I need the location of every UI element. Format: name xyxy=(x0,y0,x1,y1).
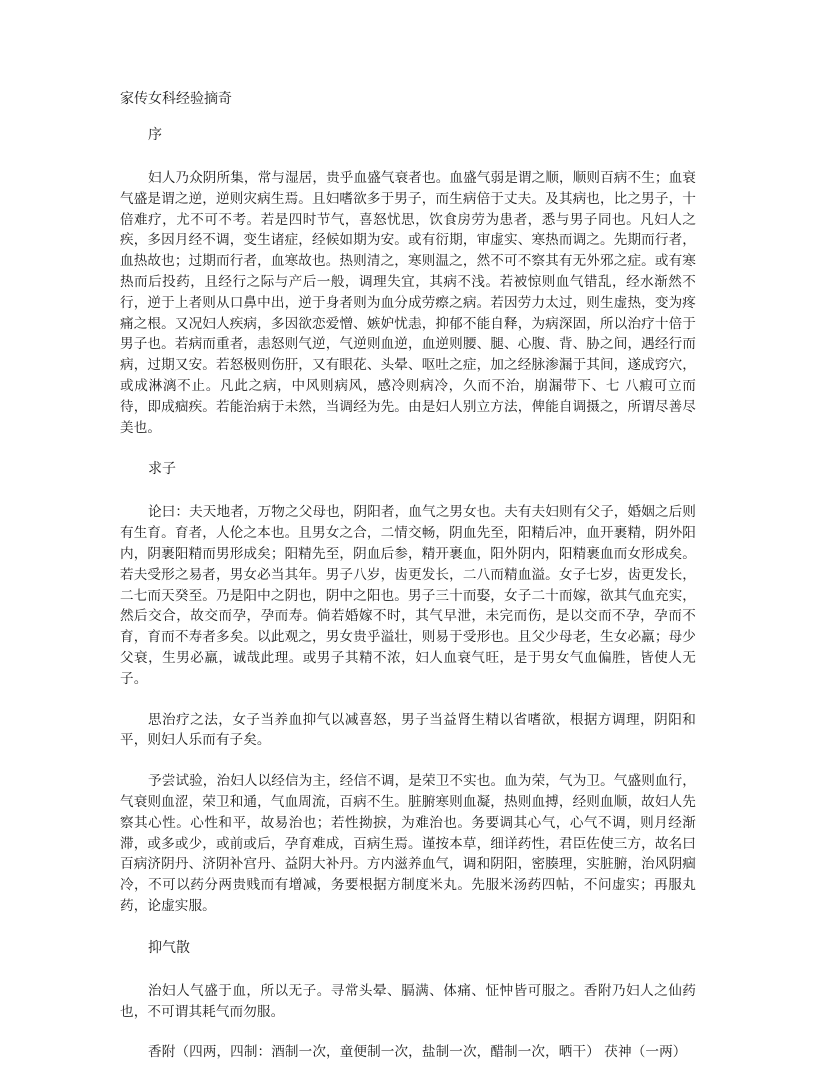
document-page xyxy=(120,88,696,1083)
paragraph: 论曰：夫天地者，万物之父母也，阴阳者，血气之男女也。夫有夫妇则有父子，婚姻之后则有生育。育者，人伦之本也。且男女之合，二情交畅，阴血先至，阳精后冲，血开裹精，阴外阳内，阴裹阳精而男形成矣；阳精先至，阴血后参，精开裹血，阳外阴内，阳精裹血而女形成矣。若夫受形之易者，男女必当其年。男子八岁，齿更发长，二八而精血溢。女子七岁，齿更发长，二七而天癸至。乃是阳中之阴也，阴中之阳也。男子三十而娶，女子二十而嫁，欲其气血充实，然后交合，故交而孕，孕而寿。倘若婚嫁不时，其气早泄，未完而伤，是以交而不孕，孕而不育，育而不寿者多矣。以此观之，男女贵乎溢壮，则易于受形也。且父少母老，生女必羸；母少父衰，生男必羸，诚哉此理。或男子其精不浓，妇人血衰气旺，是于男女气血偏胜，皆使人无子。 xyxy=(120,504,696,687)
paragraph: 治妇人气盛于血，所以无子。寻常头晕、膈满、体痛、怔忡皆可服之。香附乃妇人之仙药也，不可谓其耗气而勿服。 xyxy=(120,982,696,1020)
section-heading-yiqi-san: 抑气散 xyxy=(148,939,190,956)
paragraph: 妇人乃众阴所集，常与湿居，贵乎血盛气衰者也。血盛气弱是谓之顺，顺则百病不生；血衰气盛是谓之逆，逆则灾病生焉。且妇嗜欲多于男子，而生病倍于丈夫。及其病也，比之男子，十倍难疗，尤不可不考。若是四时节气，喜怒忧思，饮食房劳为患者，悉与男子同也。凡妇人之疾，多因月经不调，变生诸症，经候如期为安。或有衍期，审虚实、寒热而调之。先期而行者，血热故也；过期而行者，血寒故也。热则清之，寒则温之，然不可不察其有无外邪之症。或有寒热而后投药，且经行之际与产后一般，调理失宜，其病不浅。若被惊则血气错乱，经水渐然不行，逆于上者则从口鼻中出，逆于身者则为血分成劳瘵之病。若因劳力太过，则生虚热，变为疼痛之根。又况妇人疾病，多因欲恋爱憎、嫉妒忧恚，抑郁不能自释，为病深固，所以治疗十倍于男子也。若病而重者，恚怒则气逆，气逆则血逆，血逆则腰、腿、心腹、背、胁之间，遇经行而病，过期又安。若怒极则伤肝，又有眼花、头晕、呕吐之症，加之经脉渗漏于其间，遂成窍穴，或成淋漓不止。凡此之病，中风则病风，感冷则病冷，久而不治，崩漏带下、七 八瘕可立而待，即成痼疾。若能治病于未然，当调经为先。由是妇人别立方法，俾能自调摄之，所谓尽善尽美也。 xyxy=(120,170,696,436)
section-heading-preface: 序 xyxy=(148,127,162,143)
document-title: 家传女科经验摘奇 xyxy=(120,91,232,107)
section-heading-seeking-offspring: 求子 xyxy=(148,461,176,478)
paragraph-recipe: 香附（四两，四制：酒制一次，童便制一次，盐制一次，醋制一次，晒干） 茯神（一两） xyxy=(148,1044,687,1061)
paragraph: 思治疗之法，女子当养血抑气以减喜怒，男子当益肾生精以省嗜欲，根据方调理，阴阳和平，则妇人乐而有子矣。 xyxy=(120,711,696,749)
paragraph: 予尝试验，治妇人以经信为主，经信不调，是荣卫不实也。血为荣，气为卫。气盛则血行，气衰则血涩，荣卫和通，气血周流，百病不生。脏腑寒则血凝，热则血搏，经则血顺，故妇人先察其心性。心性和平，故易治也；若性拗捩，为难治也。务要调其心气，心气不调，则月经渐滞，或多或少，或前或后，孕育难成，百病生焉。谨按本草，细详药性，君臣佐使三方，故名曰百病济阴丹、济阴补宫丹、益阴大补丹。方内滋养血气，调和阴阳，密腠理，实脏腑，治风阴痼冷，不可以药分两贵贱而有增减，务要根据方制度米丸。先服米汤药四帖，不问虚实；再服丸药，论虚实服。 xyxy=(120,773,696,914)
